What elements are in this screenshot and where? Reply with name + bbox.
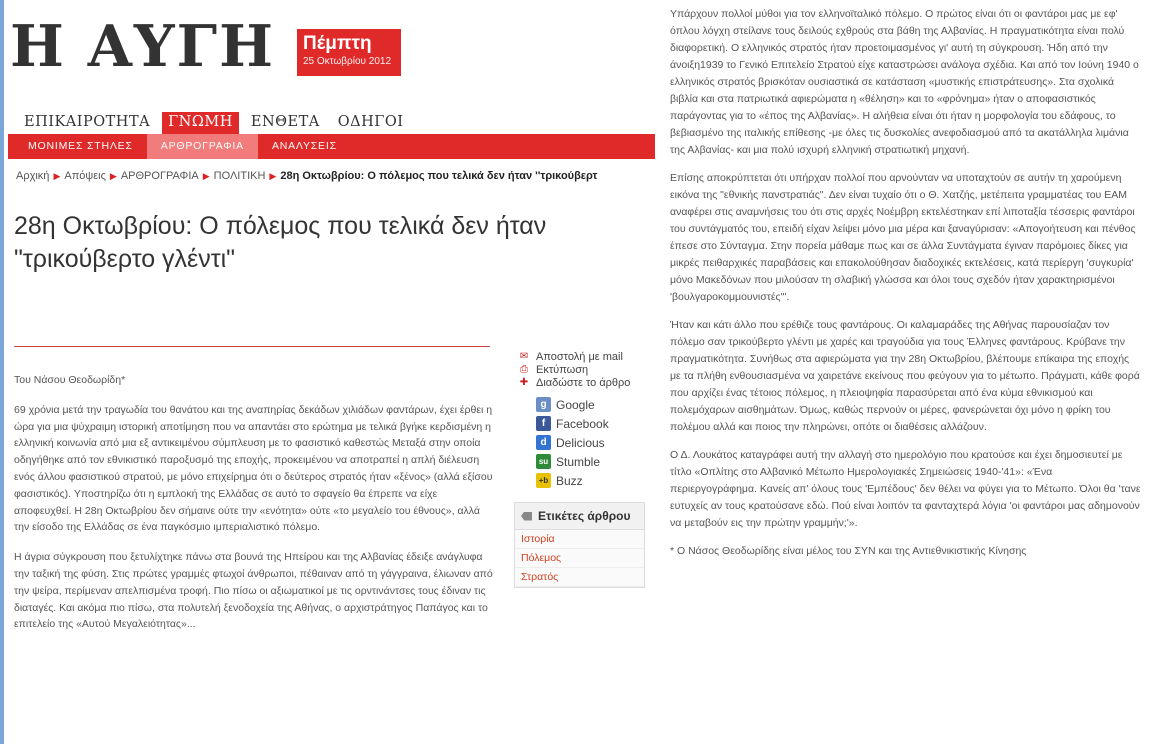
breadcrumb-politiki[interactable]: ΠΟΛΙΤΙΚΗ [213, 170, 266, 182]
social-label: Google [556, 397, 595, 412]
social-links [518, 395, 648, 490]
share-people-icon: ✚ [519, 377, 529, 388]
nav-item-epikairotita[interactable]: ΕΠΙΚΑΙΡΟΤΗΤΑ [24, 114, 151, 130]
main-nav [18, 112, 415, 134]
article-paragraph: Η άγρια σύγκρουση που ξετυλίχτηκε πάνω στα βουνά της Ηπείρου και της Αλβανίας έδειξε ανάγλυφα την ταξική της φύση. Στις πρώτες γραμμές φτωχοί άνθρωποι, πέθαιναν από τη γάγγραινα, έλιωναν από την ψείρα, περίμεναν απελπισμένα τροφή. Πιο πίσω οι αξιωματικοί με τις ορντινάντσες τους έδιναν τις διαταγές. Και ακόμα πιο πίσω, στα πολυτελή ξενοδοχεία της Αθήνας, ο αρχιστράτηγος Παπάγος και το επιτελείο της «Αυτού Μεγαλειότητας»... [14, 551, 493, 631]
title-divider [14, 346, 490, 347]
article-paragraph: 69 χρόνια μετά την τραγωδία του θανάτου και της αναπηρίας δεκάδων χιλιάδων φαντάρων, έχει έρθει η ώρα για μια ψύχραιμη ιστορική αποτίμηση που να απαντάει στο ερώτημα με τελικά βγήκε κερδισμένη η ελληνική κοινωνία από μια εξ αντικειμένου σύμπλευση με το φασιστικό καθεστώς Μεταξά στην οποία οδηγήθηκε από τον εθνικιστικό παροξυσμό της εποχής, προκειμένου να αποτραπεί η απλή διέλευση ενός άλλου φασιστικού στρατού, με μόνο επιχείρημα ότι ο δεύτερος στρατός ήταν «ξένος» (αλλά εξίσου φασιστικός). Υποστηρίζω ότι η εμπλοκή της Ελλάδας σε αυτό το σφαγείο θα έπρεπε να είχε αποφευχθεί. Η 28η Οκτωβρίου δεν σήμαινε ούτε την «ενότητα» ούτε «το μεγαλείο του έθνους», αλλά την είσοδο της Ελλάδας σε ένα παγκόσμιο ιμπεριαλιστικό πόλεμο. [14, 403, 493, 534]
social-label: Facebook [556, 416, 609, 431]
subnav-item-arthrografia[interactable]: ΑΡΘΡΟΓΡΑΦΙΑ [147, 134, 258, 159]
envelope-icon: ✉ [519, 351, 529, 362]
author-note: * Ο Νάσος Θεοδωρίδης είναι μέλος του ΣΥΝ και της Αντιεθνικιστικής Κίνησης [670, 545, 1027, 557]
social-delicious-link[interactable] [536, 433, 648, 452]
date-box [297, 29, 401, 76]
article-author: Του Νάσου Θεοδωρίδη* [14, 374, 126, 386]
nav-item-entheta[interactable]: ΕΝΘΕΤΑ [250, 114, 320, 130]
tag-icon [521, 512, 532, 521]
social-google-link[interactable] [536, 395, 648, 414]
sub-nav [8, 134, 655, 159]
facebook-icon: f [536, 416, 551, 431]
tag-link[interactable]: Ιστορία [515, 530, 644, 549]
tag-link[interactable]: Πόλεμος [515, 549, 644, 568]
article-paragraph: Ήταν και κάτι άλλο που ερέθιζε τους φαντάρους. Οι καλαμαράδες της Αθήνας παρουσίαζαν τον πόλεμο σαν τρικούβερτο γλέντι με χαρές και τραγούδια για τους Έλληνες φαντάρους. Κρύβανε την πραγματικότητα. Συνήθως στα αφιερώματα για την 28η Οκτωβρίου, βλέπουμε επίκαιρα της εποχής με τα πλήθη ενθουσιασμένα να χαιρετάνε εκείνους που φεύγουν για το μέτωπο. Πράγματι, κάθε φορά που αρχίζει ένας τέτοιος πόλεμος, η πλειοψηφία παρασύρεται από ένα κύμα εθνικισμού και πολεμόχαρων αισθημάτων. Όμως, καθώς περνούν οι μέρες, φανερώνεται όχι μόνο η φρίκη του πολέμου αλλά και ποιος την πληρώνει, οπότε οι διαθέσεις αλλάζουν. [670, 319, 1140, 433]
social-facebook-link[interactable] [536, 414, 648, 433]
article-tags-box [514, 502, 645, 588]
spread-article-label: Διαδώστε το άρθρο [536, 376, 631, 389]
article-title: 28η Οκτωβρίου: Ο πόλεμος που τελικά δεν ήταν "τρικούβερτο γλέντι" [14, 212, 547, 273]
right-column [655, 0, 1150, 744]
google-icon: g [536, 397, 551, 412]
breadcrumb-arthrografia[interactable]: ΑΡΘΡΟΓΡΑΦΙΑ [120, 170, 199, 182]
breadcrumb-home[interactable]: Αρχική [16, 170, 50, 182]
social-stumble-link[interactable] [536, 452, 648, 471]
print-label: Εκτύπωση [536, 363, 589, 376]
breadcrumb-separator-icon: ▶ [53, 171, 61, 181]
tags-header [515, 503, 644, 530]
nav-item-odigoi[interactable]: ΟΔΗΓΟΙ [337, 114, 404, 130]
tag-link[interactable]: Στρατός [515, 568, 644, 587]
printer-icon: ⎙ [520, 364, 528, 375]
subnav-item-monimes-stiles[interactable]: ΜΟΝΙΜΕΣ ΣΤΗΛΕΣ [28, 140, 133, 152]
article-paragraph: Επίσης αποκρύπτεται ότι υπήρχαν πολλοί που αρνούνταν να υποταχτούν σε αυτήν τη χαρούμενη εικόνα της "εθνικής πανστρατιάς". Δεν είναι τυχαίο ότι ο Θ. Χατζής, μετέπειτα γραμματέας του ΕΑΜ αναφέρει στις αναμνήσεις του ότι στις αρχές Νοέμβρη εκτελέστηκαν επί λιποταξία τέσσερις φαντάροι του συντάγματός του, επειδή είχαν λείψει μόνο μια μέρα και ξαναγύρισαν: «Απογοήτευση και πένθος έπεσε στο Σύνταγμα. Στην πορεία μάθαμε πως και σε άλλα Συντάγματα έγιναν παρόμοιες δίκες για μικρές πειθαρχικές παραβάσεις και επακολούθησαν διαδοχικές εκτελέσεις, κατά περίεργη 'συγκυρία' μόνο Μακεδόνων που μιλούσαν τη σλαβική γλώσσα και όλοι τους σχεδόν ήταν χαρακτηρισμένοι 'βουλγαροκομμουνιστές'". [670, 172, 1136, 303]
spread-article-link[interactable] [518, 376, 648, 389]
breadcrumb [16, 170, 597, 182]
subnav-item-analyseis[interactable]: ΑΝΑΛΥΣΕΙΣ [271, 140, 337, 152]
breadcrumb-separator-icon: ▶ [202, 171, 210, 181]
breadcrumb-separator-icon: ▶ [269, 171, 277, 181]
stumbleupon-icon: su [536, 454, 551, 469]
date-full: 25 Οκτωβρίου 2012 [303, 55, 392, 67]
share-box [518, 350, 648, 490]
tags-title: Ετικέτες άρθρου [538, 509, 631, 523]
print-link[interactable] [518, 363, 648, 376]
nav-item-gnomi[interactable]: ΓΝΩΜΗ [162, 112, 239, 134]
breadcrumb-opinions[interactable]: Απόψεις [64, 170, 106, 182]
article-paragraph: Ο Δ. Λουκάτος καταγράφει αυτή την αλλαγή στο ημερολόγιο που κρατούσε και έχει δημοσιευτεί με τίτλο «Οπλίτης στο Αλβανικό Μέτωπο Ημερολογιακές Σημειώσεις 1940-'41»: «Ένα περιεργογράφημα. Κανείς απ' όλους τους 'Εμπέδους' δεν θέλει να φύγει για το Μέτωπο. Όλοι θα 'τανε ευτυχείς αν τους κρατούσανε εδώ. Πού είναι λοιπόν τα φανταχτερά λόγια 'οι φαντάροι μας αδημονούν να μεταβούν εις την πρώτην γραμμήν;'». [670, 449, 1141, 529]
social-label: Delicious [556, 435, 605, 450]
delicious-icon: d [536, 435, 551, 450]
buzz-icon: +b [536, 473, 551, 488]
share-mail-link[interactable] [518, 350, 648, 363]
share-mail-label: Αποστολή με mail [536, 350, 623, 363]
social-label: Buzz [556, 473, 583, 488]
site-logo[interactable]: Η ΑΥΓΗ [10, 13, 275, 80]
breadcrumb-separator-icon: ▶ [109, 171, 117, 181]
social-label: Stumble [556, 454, 601, 469]
article-body [14, 372, 494, 646]
date-day: Πέμπτη [303, 33, 372, 54]
article-paragraph: Υπάρχουν πολλοί μύθοι για τον ελληνοϊταλικό πόλεμο. Ο πρώτος είναι ότι οι φαντάροι μας με εφ' όπλου λόγχη στείλανε τους δειλούς εχθρούς στα βάθη της Αλβανίας. Η πραγματικότητα είναι πολύ διαφορετική. Ο ελληνικός στρατός ήταν προετοιμασμένος γι' αυτή τη σύγκρουση. Ήδη από την άνοιξη1939 το Γενικό Επιτελείο Στρατού είχε καταστρώσει ανάλογα σχέδια. Και από τον Ιούνη 1940 ο ελληνικός στρατός βρισκόταν ουσιαστικά σε κατάσταση «μυστικής επιστράτευσης». Στα σχολικά βιβλία και στα πατριωτικά αφιερώματα η «θέληση» και το «φρόνημα» ήταν ο αποφασιστικός παράγοντας για το «έπος της Αλβανίας». Η αλήθεια είναι ότι ήταν η μορφολογία του εδάφους, το βεβιασμένο της ιταλικής επίθεσης -με όλες τις δυσκολίες ανεφοδιασμού από τα ακατάλληλα λιμάνια της Αλβανίας- και μια πολύ ισχυρή ελληνική στρατιωτική μηχανή. [670, 8, 1139, 156]
social-buzz-link[interactable] [536, 471, 648, 490]
breadcrumb-current: 28η Οκτωβρίου: Ο πόλεμος που τελικά δεν ήταν ''τρικούβερτ [280, 170, 598, 182]
